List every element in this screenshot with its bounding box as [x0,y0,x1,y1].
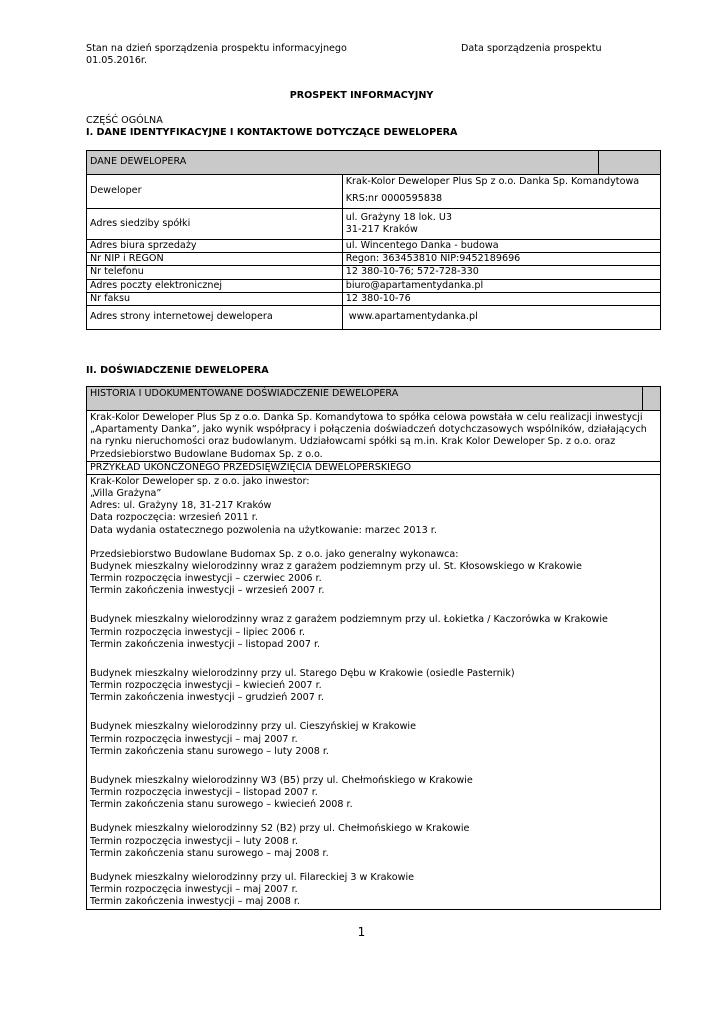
spacer [90,860,657,872]
project-block [90,549,657,598]
spacer [90,651,657,668]
row-value: 12 380-10-76; 572-728-330 [342,266,660,279]
project-block [90,775,657,812]
header-left [86,43,416,67]
table-row [87,305,661,329]
project-line: Przedsiebiorstwo Budowlane Budomax Sp. z o.o. jako generalny wykonawca: [90,548,459,560]
project-line: Termin rozpoczęcia inwestycji – kwiecień 2007 r. [90,680,322,692]
header-right [461,43,661,55]
table-row [87,474,661,909]
header-status-date: 01.05.2016r. [86,55,148,67]
project-line: Termin zakończenia stanu surowego – luty 2008 r. [90,745,329,757]
project-line: Termin zakończenia inwestycji – grudzień 2007 r. [90,692,324,704]
document-title: PROSPEKT INFORMACYJNY [289,90,434,101]
project-block [90,614,657,651]
project-line: Data wydania ostatecznego pozwolenia na użytkowanie: marzec 2013 r. [90,524,437,536]
row-value: 12 380-10-76 [342,292,660,305]
row-label: Deweloper [87,175,343,209]
spacer [90,597,657,614]
spacer [90,758,657,775]
heading-empty-cell [643,387,661,411]
project-block [90,823,657,860]
table-row [87,240,661,253]
project-line: Termin rozpoczęcia inwestycji – maj 2007 r. [90,733,298,745]
row-value: Regon: 363453810 NIP:9452189696 [342,253,660,266]
project-line: „Villa Grażyna” [90,488,162,500]
table-row [87,253,661,266]
spacer [90,704,657,721]
project-line: Budynek mieszkalny wielorodzinny wraz z garażem podziemnym przy ul. Łokietka / Kaczorówka w Krakowie [90,614,608,626]
project-line: Budynek mieszkalny wielorodzinny przy ul. Filareckiej 3 w Krakowie [90,871,415,883]
row-value: ul. Wincentego Danka - budowa [342,240,660,253]
project-line: Budynek mieszkalny wielorodzinny przy ul. Starego Dębu w Krakowie (osiedle Pasternik) [90,667,515,679]
table-row [87,461,661,474]
project-line: Termin rozpoczęcia inwestycji – luty 2008 r. [90,835,298,847]
project-line: Krak-Kolor Deweloper sp. z o.o. jako inwestor: [90,475,310,487]
row-label: Adres strony internetowej dewelopera [87,305,343,329]
row-value: www.apartamentydanka.pl [342,305,660,329]
project-line: Budynek mieszkalny wielorodzinny przy ul. Cieszyńskiej w Krakowie [90,721,416,733]
developer-name: Krak-Kolor Deweloper Plus Sp z o.o. Danka Sp. Komandytowa [345,176,640,187]
project-line: Budynek mieszkalny wielorodzinny S2 (B2) przy ul. Chełmońskiego w Krakowie [90,823,470,835]
project-line: Termin rozpoczęcia inwestycji – lipiec 2006 r. [90,626,306,638]
table-row [87,292,661,305]
example-heading: PRZYKŁAD UKOŃCZONEGO PRZEDSIĘWZIĘCIA DEWELOPERSKIEGO [87,461,661,474]
developer-data-table [86,150,661,330]
experience-table [86,386,661,910]
row-label: Adres siedziby spółki [87,209,343,240]
project-line: Termin rozpoczęcia inwestycji – maj 2007 r. [90,884,298,896]
row-label: Adres poczty elektronicznej [87,279,343,292]
project-block [90,668,657,705]
project-line: Adres: ul. Grażyny 18, 31-217 Kraków [90,500,272,512]
project-block [90,721,657,758]
spacer [90,537,657,549]
row-label: Adres biura sprzedaży [87,240,343,253]
heading-empty-cell [598,151,660,175]
row-value: biuro@apartamentydanka.pl [342,279,660,292]
row-label: Nr NIP i REGON [87,253,343,266]
project-line: Termin zakończenia inwestycji – listopad 2007 r. [90,638,321,650]
header-status-date-label: Stan na dzień sporządzenia prospektu informacyjnego [86,43,347,54]
project-line: Termin zakończenia inwestycji – maj 2008 r. [90,896,300,908]
row-label: Nr faksu [87,292,343,305]
table-heading-row [87,151,661,175]
table-row [87,175,661,209]
developer-table-heading: DANE DEWELOPERA [87,151,599,175]
seat-city: 31-217 Kraków [345,224,418,235]
history-text: Krak-Kolor Deweloper Plus Sp z o.o. Danka Sp. Komandytowa to spółka celowa powstała w celu realizacji inwestycji „Apartamenty Danka”, jako wynik współpracy i połączenia doświadczeń dotychczasowych wspólników, działających na rynku nieruchomości oraz budowlanym. Udziałowcami spółki są m.in. Krak Kolor Deweloper Sp. z o.o. oraz Przedsiebiorstwo Budowlane Budomax Sp. z o.o. [87,411,661,462]
project-line: Termin rozpoczęcia inwestycji – listopad 2007 r. [90,787,318,799]
section-2-title: II. DOŚWIADCZENIE DEWELOPERA [86,365,269,376]
project-line: Termin zakończenia stanu surowego – kwiecień 2008 r. [90,799,353,811]
project-line: Data rozpoczęcia: wrzesień 2011 r. [90,512,258,524]
row-label: Nr telefonu [87,266,343,279]
project-line: Budynek mieszkalny wielorodzinny W3 (B5) przy ul. Chełmońskiego w Krakowie [90,774,473,786]
project-line: Termin rozpoczęcia inwestycji – czerwiec 2006 r. [90,573,322,585]
row-value [342,209,660,240]
developer-krs: KRS:nr 0000595838 [345,193,443,205]
page-number: 1 [357,925,366,939]
table-heading-row [87,387,661,411]
project-block [90,872,657,909]
project-line: Termin zakończenia inwestycji – wrzesień 2007 r. [90,585,325,597]
project-block [90,476,657,537]
table-row [87,266,661,279]
example-projects [87,474,661,909]
table-row [87,209,661,240]
experience-table-heading: HISTORIA I UDOKUMENTOWANE DOŚWIADCZENIE DEWELOPERA [87,387,643,411]
section-1-title: I. DANE IDENTYFIKACYJNE I KONTAKTOWE DOTYCZĄCE DEWELOPERA [86,127,458,138]
project-line: Budynek mieszkalny wielorodzinny wraz z garażem podziemnym przy ul. St. Kłosowskiego w Krakowie [90,560,582,572]
part-label: CZĘŚĆ OGÓLNA [86,115,163,126]
seat-street: ul. Grażyny 18 lok. U3 [345,211,452,223]
header-prospectus-date-label: Data sporządzenia prospektu [461,43,602,54]
row-value [342,175,660,209]
project-line: Termin zakończenia stanu surowego – maj 2008 r. [90,847,329,859]
spacer [90,811,657,823]
table-row [87,411,661,462]
table-row [87,279,661,292]
